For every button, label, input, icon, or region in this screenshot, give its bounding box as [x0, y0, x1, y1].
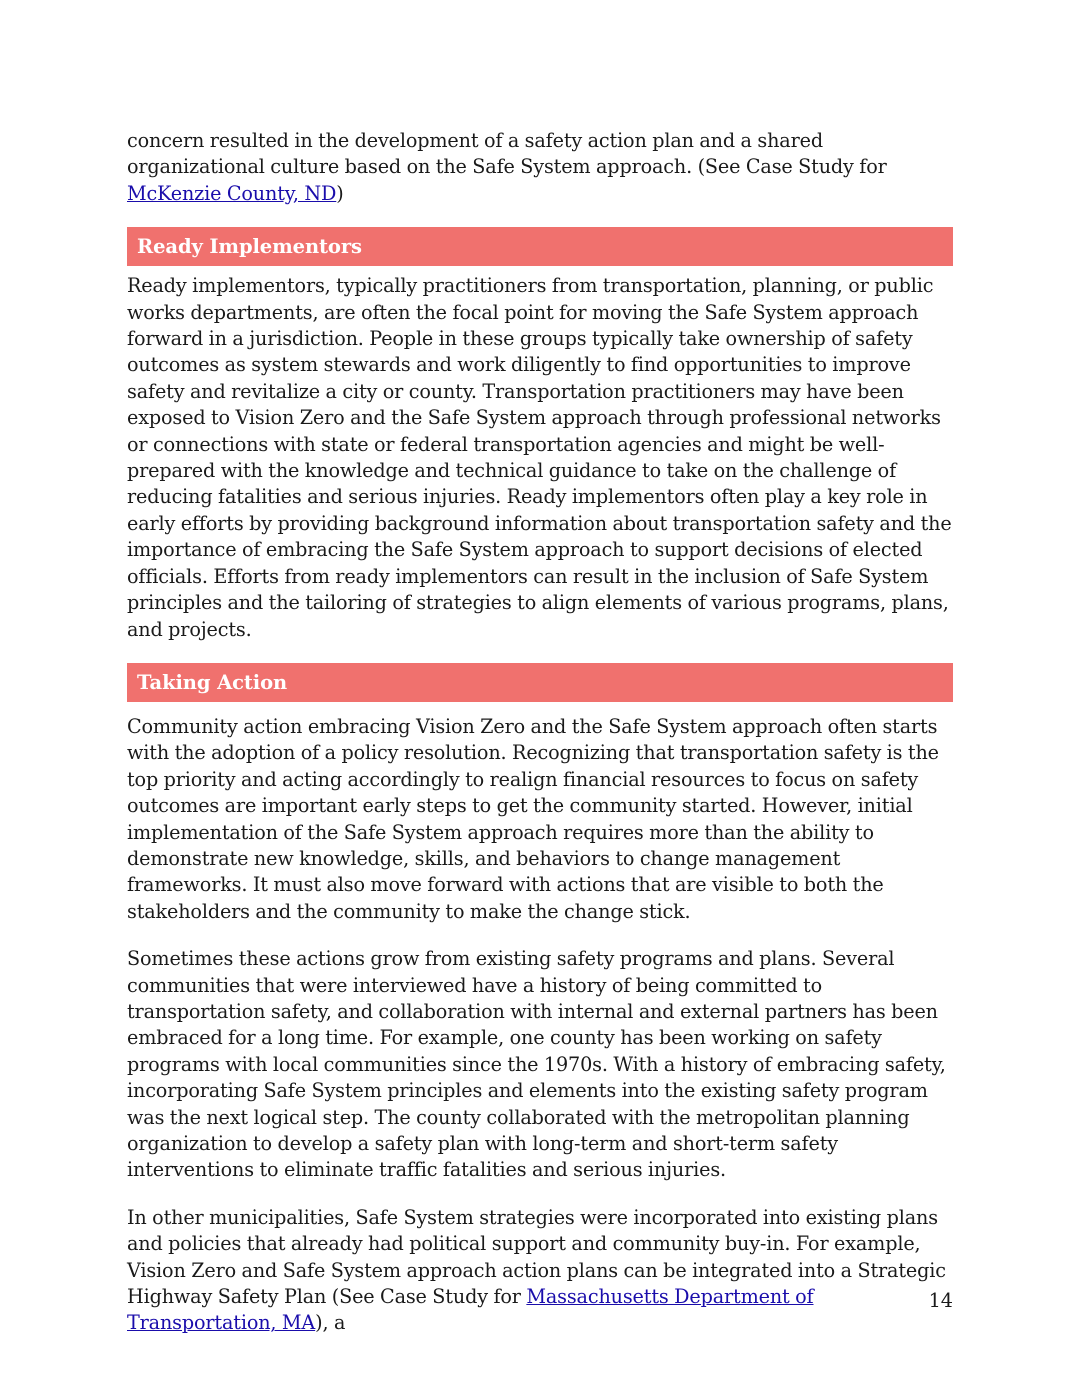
- ready-implementors-paragraph: Ready implementors, typically practitioners from transportation, planning, or public works departments, are often the focal point for moving the Safe System approach forward in a jurisdiction. People in these groups typically take ownership of safety outcomes as system stewards and work diligently to find opportunities to improve safety and revitalize a city or county. Transportation practitioners may have been exposed to Vision Zero and the Safe System approach through professional networks or connections with state or federal transportation agencies and might be well-prepared with the knowledge and technical guidance to take on the challenge of reducing fatalities and serious injuries. Ready implementors often play a key role in early efforts by providing background information about transportation safety and the importance of embracing the Safe System approach to support decisions of elected officials. Efforts from ready implementors can result in the inclusion of Safe System principles and the tailoring of strategies to align elements of various programs, plans, and projects.: [127, 274, 952, 641]
- paragraph-text: In other municipalities, Safe System strategies were incorporated into existing plans and policies that already had political support and community buy-in. For example, Vision Zero and Safe System approach action plans can be integrated into a Strategic Highway Safety Plan (See Case Study for: [127, 1205, 946, 1309]
- mckenzie-county-link[interactable]: McKenzie County, ND: [127, 181, 337, 205]
- document-page: [127, 128, 953, 1337]
- taking-action-paragraph-2: Sometimes these actions grow from existing safety programs and plans. Several communities that were interviewed have a history of being committed to transportation safety, and collaboration with internal and external partners has been embraced for a long time. For example, one county has been working on safety programs with local communities since the 1970s. With a history of embracing safety, incorporating Safe System principles and elements into the existing safety program was the next logical step. The county collaborated with the metropolitan planning organization to develop a safety plan with long-term and short-term safety interventions to eliminate traffic fatalities and serious injuries.: [127, 947, 946, 1182]
- page-number: 14: [928, 1289, 953, 1312]
- intro-text-end: ): [336, 181, 344, 205]
- section-heading-ready-implementors: Ready Implementors: [127, 227, 953, 266]
- intro-text: concern resulted in the development of a safety action plan and a shared organizational culture based on the Safe System approach. (See Case Study for: [127, 129, 887, 179]
- taking-action-paragraph-3: [127, 1205, 953, 1337]
- massdot-link[interactable]: Massachusetts Department of Transportation, MA: [127, 1285, 814, 1335]
- paragraph-text-end: ), a: [315, 1311, 346, 1335]
- taking-action-paragraph-1: Community action embracing Vision Zero and the Safe System approach often starts with the adoption of a policy resolution. Recognizing that transportation safety is the top priority and acting accordingly to realign financial resources to focus on safety outcomes are important early steps to get the community started. However, initial implementation of the Safe System approach requires more than the ability to demonstrate new knowledge, skills, and behaviors to change management frameworks. It must also move forward with actions that are visible to both the stakeholders and the community to make the change stick.: [127, 714, 939, 923]
- section-heading-taking-action: Taking Action: [127, 663, 953, 702]
- intro-paragraph: [127, 128, 953, 207]
